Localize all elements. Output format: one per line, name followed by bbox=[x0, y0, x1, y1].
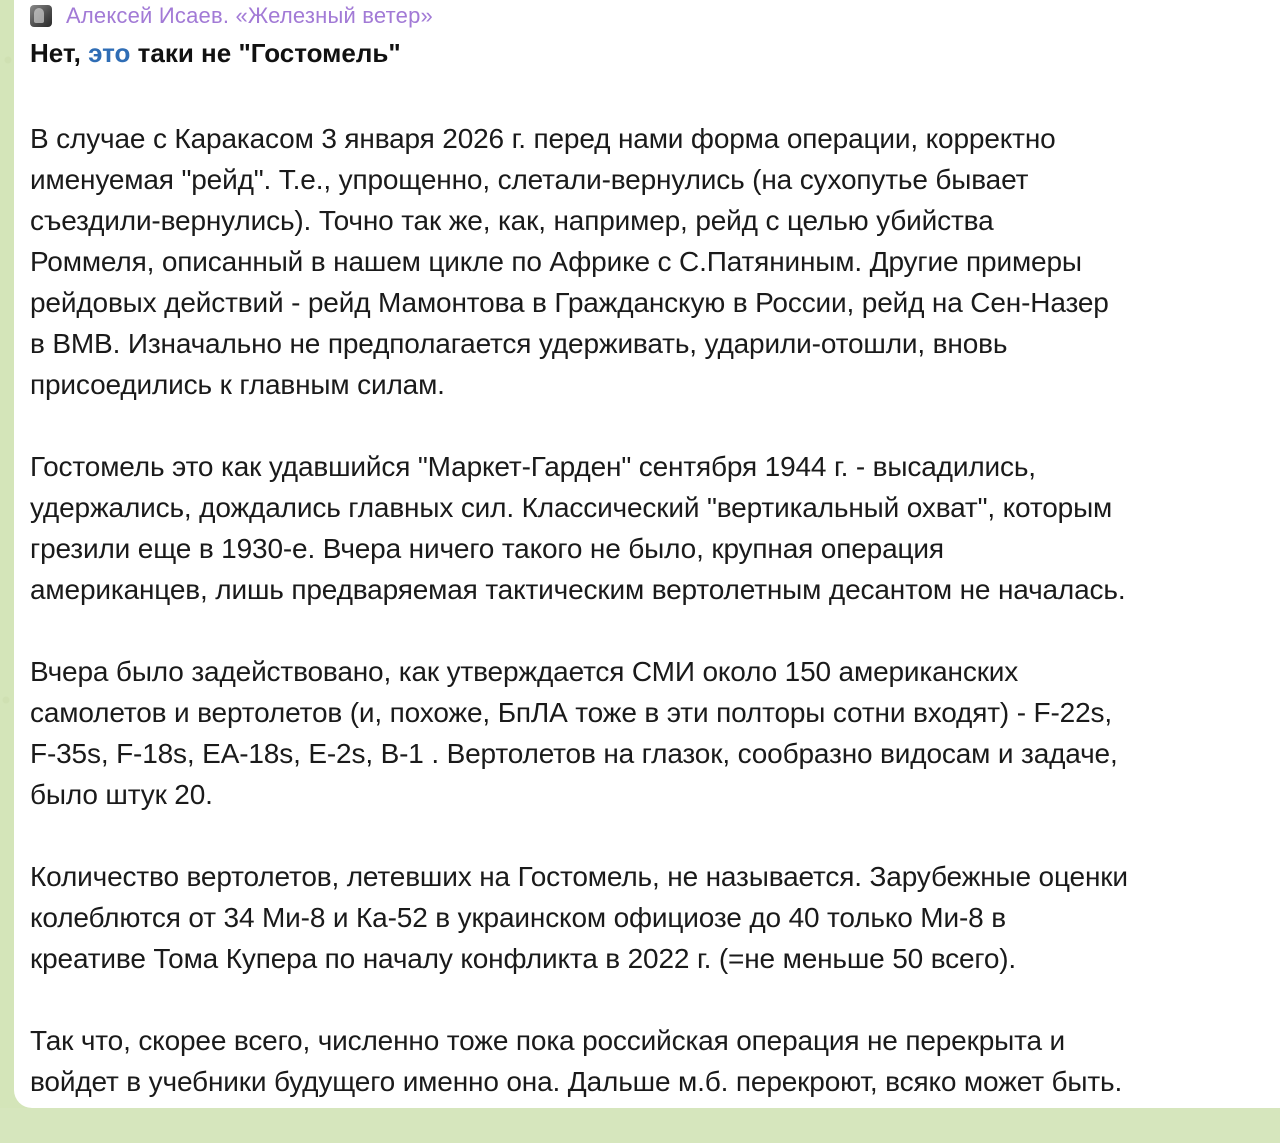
paragraph-line: грезили еще в 1930-е. Вчера ничего такого не было, крупная операция bbox=[30, 533, 944, 564]
title-text-after: таки не "Гостомель" bbox=[130, 38, 401, 68]
paragraph-line: креативе Тома Купера по началу конфликта в 2022 г. (=не меньше 50 всего). bbox=[30, 943, 1017, 974]
paragraph-line: Количество вертолетов, летевших на Гостомель, не называется. Зарубежные оценки bbox=[30, 861, 1128, 892]
paragraph-line: Гостомель это как удавшийся "Маркет-Гарден" сентября 1944 г. - высадились, bbox=[30, 451, 1036, 482]
message-body bbox=[30, 118, 1270, 1143]
paragraph-line: было штук 20. bbox=[30, 779, 213, 810]
channel-avatar-icon[interactable] bbox=[30, 5, 52, 27]
paragraph-line: В случае с Каракасом 3 января 2026 г. перед нами форма операции, корректно bbox=[30, 123, 1056, 154]
message-sender[interactable] bbox=[30, 2, 433, 30]
paragraph-line: F-35s, F-18s, EA-18s, E-2s, B-1 . Вертолетов на глазок, сообразно видосам и задаче, bbox=[30, 738, 1118, 769]
paragraph-line: колеблются от 34 Ми-8 и Ка-52 в украинском официозе до 40 только Ми-8 в bbox=[30, 902, 1006, 933]
paragraph-line: самолетов и вертолетов (и, похоже, БпЛА тоже в эти полторы сотни входят) - F-22s, bbox=[30, 697, 1112, 728]
message-bubble[interactable] bbox=[14, 0, 1280, 1108]
sender-name[interactable]: Алексей Исаев. «Железный ветер» bbox=[66, 3, 433, 28]
paragraph-line: удержались, дождались главных сил. Классический "вертикальный охват", которым bbox=[30, 492, 1113, 523]
paragraph-line: в ВМВ. Изначально не предполагается удерживать, ударили-отошли, вновь bbox=[30, 328, 1008, 359]
paragraph-line: Так что, скорее всего, численно тоже пока российская операция не перекрыта и bbox=[30, 1025, 1066, 1056]
paragraph-line: Роммеля, описанный в нашем цикле по Африке с С.Патяниным. Другие примеры bbox=[30, 246, 1082, 277]
message-paragraph bbox=[30, 446, 1270, 610]
message-paragraph bbox=[30, 856, 1270, 979]
title-link[interactable]: это bbox=[88, 38, 131, 68]
title-text-before: Нет, bbox=[30, 38, 89, 68]
message-paragraph bbox=[30, 118, 1270, 405]
paragraph-line: съездили-вернулись). Точно так же, как, например, рейд с целью убийства bbox=[30, 205, 994, 236]
message-title bbox=[30, 36, 401, 70]
paragraph-line: присоедились к главным силам. bbox=[30, 369, 445, 400]
message-paragraph bbox=[30, 1020, 1270, 1102]
paragraph-line: Вчера было задействовано, как утверждается СМИ около 150 американских bbox=[30, 656, 1019, 687]
paragraph-line: войдет в учебники будущего именно она. Дальше м.б. перекроют, всяко может быть. bbox=[30, 1066, 1123, 1097]
message-paragraph bbox=[30, 651, 1270, 815]
paragraph-line: рейдовых действий - рейд Мамонтова в Гражданскую в России, рейд на Сен-Назер bbox=[30, 287, 1109, 318]
paragraph-line: американцев, лишь предваряемая тактическим вертолетным десантом не началась. bbox=[30, 574, 1126, 605]
paragraph-line: именуемая "рейд". Т.е., упрощенно, слетали-вернулись (на сухопутье бывает bbox=[30, 164, 1029, 195]
